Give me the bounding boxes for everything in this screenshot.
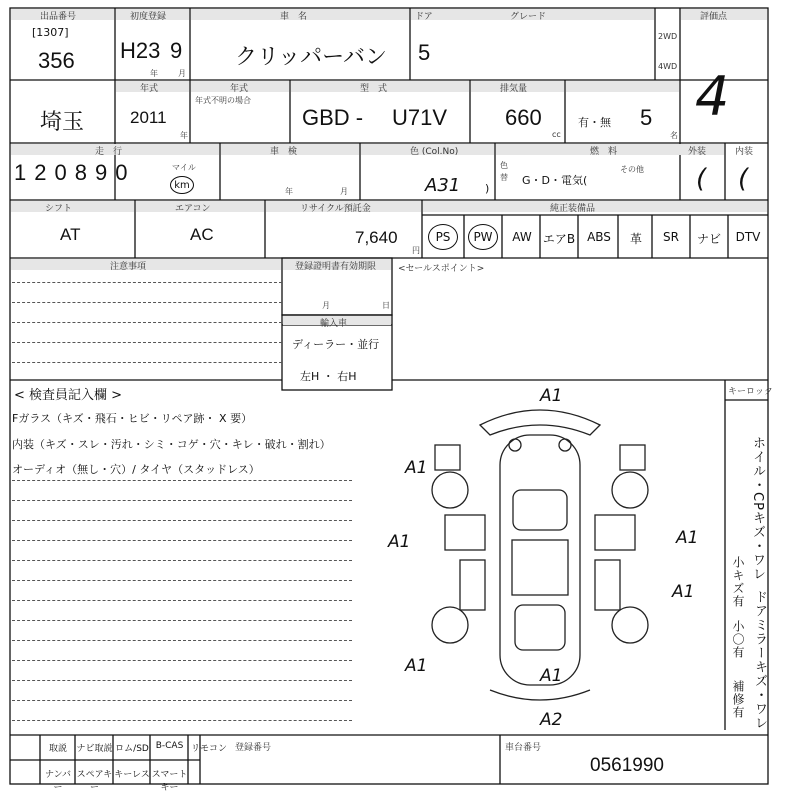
fuel-type: G・D・電気( <box>522 174 588 187</box>
label-shift: シフト <box>45 204 73 214</box>
label-mileage: 走 行 <box>95 147 123 157</box>
label-equipment: 純正装備品 <box>550 204 596 214</box>
displacement: 660 <box>505 105 542 130</box>
model-year-unit: 年 <box>180 131 188 140</box>
damage-mark: A1 <box>388 532 411 552</box>
inspector-line <box>12 640 352 641</box>
seats-unit: 名 <box>670 131 678 140</box>
mileage-digits <box>14 160 128 186</box>
exterior-grade: ( <box>696 164 707 194</box>
color-change: 色替 <box>500 161 508 182</box>
mileage-digit: 1 <box>14 160 27 185</box>
label-car-name: 車 名 <box>280 12 308 22</box>
label-type: 型 式 <box>360 84 388 94</box>
label-keyless: キーロック <box>728 387 773 397</box>
side-note-sub2: 小〇有 <box>731 620 745 659</box>
notes-line <box>12 322 282 323</box>
side-note-sub1: 小キズ有 <box>731 556 745 608</box>
mileage-unit-km: km <box>170 176 194 194</box>
notes-line <box>12 302 282 303</box>
inspector-line <box>12 660 352 661</box>
color-code: A31 <box>425 175 461 196</box>
label-fuel: 燃 料 <box>590 147 618 157</box>
displacement-unit: cc <box>552 130 561 139</box>
footer-cell: ナンバー <box>45 770 71 793</box>
label-recycle: リサイクル預託金 <box>300 204 371 214</box>
footer-cell: リモコン <box>190 744 227 754</box>
inspector-line <box>12 600 352 601</box>
type-code: U71V <box>392 105 448 130</box>
label-first-reg: 初度登録 <box>130 12 167 22</box>
label-color: 色 (Col.No) <box>410 147 459 157</box>
inspector-title: < 検査員記入欄 > <box>14 388 123 403</box>
mileage-digit: 2 <box>34 160 47 185</box>
footer-cell: スペアキー <box>76 770 113 793</box>
drive-4wd: 4WD <box>658 62 678 71</box>
mileage-unit-mile: マイル <box>172 163 196 172</box>
equip-airbag: エアB <box>542 232 576 246</box>
label-grade: グレード <box>510 12 547 22</box>
drive-2wd: 2WD <box>658 32 678 41</box>
inspector-line <box>12 520 352 521</box>
region: 埼玉 <box>40 109 85 134</box>
label-interior: 内装 <box>735 147 754 157</box>
reg-year-unit: 年 <box>150 69 158 78</box>
footer-cell: ナビ取説 <box>76 744 113 754</box>
inspector-line <box>12 540 352 541</box>
inspection-month: 月 <box>340 187 348 196</box>
auction-code: [1307] <box>32 26 69 39</box>
type-prefix: GBD - <box>302 105 364 130</box>
equip-pw: PW <box>468 224 498 250</box>
inspector-line <box>12 480 352 481</box>
recycle-unit: 円 <box>412 246 420 255</box>
label-reg-valid: 登録證明書有効期限 <box>295 262 377 272</box>
label-score: 評価点 <box>700 12 728 22</box>
ac-type: AC <box>190 225 214 244</box>
door-count: 5 <box>418 40 431 65</box>
turbo-label: 有・無 <box>578 116 611 129</box>
equip-sr: SR <box>663 230 679 244</box>
reg-month-unit: 月 <box>178 69 186 78</box>
label-inspection: 車 検 <box>270 147 298 157</box>
footer-cell: スマートキー <box>151 770 188 793</box>
damage-mark: A1 <box>405 458 428 478</box>
notes-line <box>12 282 282 283</box>
side-note-wheel: ホイル・CPキズ・ワレ <box>750 436 765 581</box>
score-value: 4 <box>695 65 730 128</box>
shift-type: AT <box>60 225 81 244</box>
label-reg-no: 登録番号 <box>235 743 272 753</box>
label-notes: 注意事項 <box>110 262 147 272</box>
damage-mark: A1 <box>676 528 699 548</box>
mileage-digit: 0 <box>115 160 128 185</box>
interior-grade: ( <box>738 164 749 194</box>
reg-valid-day: 日 <box>382 301 390 310</box>
mileage-digit: 8 <box>74 160 87 185</box>
recycle-fee: 7,640 <box>355 228 398 247</box>
footer-cell: 取説 <box>48 744 67 754</box>
inspector-line <box>12 680 352 681</box>
seats: 5 <box>640 105 653 130</box>
label-year-type: 年式 <box>230 84 249 94</box>
frame-number: 0561990 <box>590 755 664 776</box>
label-displacement: 排気量 <box>500 84 528 94</box>
damage-mark: A1 <box>540 386 563 406</box>
fuel-other: その他 <box>620 165 644 174</box>
equip-leather: 革 <box>629 232 642 246</box>
equip-dtv: DTV <box>735 230 761 244</box>
reg-month: 9 <box>170 38 183 63</box>
damage-mark: A1 <box>405 656 428 676</box>
inspector-note-glass: Fガラス（キズ・飛石・ヒビ・リペア跡・ X 要） <box>12 412 253 425</box>
label-ac: エアコン <box>175 204 211 214</box>
color-paren: ) <box>485 182 490 195</box>
inspector-line <box>12 620 352 621</box>
notes-line <box>12 342 282 343</box>
inspection-year: 年 <box>285 187 293 196</box>
side-note-mirror: ドアミラーキズ・ワレ <box>752 590 767 730</box>
label-sales-point: <セールスポイント> <box>398 264 485 274</box>
damage-mark: A2 <box>540 710 563 730</box>
label-exterior: 外装 <box>688 147 707 157</box>
inspector-note-interior: 内装（キズ・スレ・汚れ・シミ・コゲ・穴・キレ・破れ・割れ） <box>12 438 331 451</box>
inspector-line <box>12 560 352 561</box>
inspector-note-audio: オーディオ（無し・穴）/ タイヤ（スタッドレス） <box>12 463 260 476</box>
lot-number: 356 <box>38 48 75 73</box>
note-small: 年式不明の場合 <box>195 96 251 105</box>
inspector-line <box>12 720 352 721</box>
reg-era: H23 <box>120 38 161 63</box>
equip-navi: ナビ <box>696 232 721 246</box>
dealer-type: ディーラー・並行 <box>292 338 380 351</box>
car-name: クリッパーバン <box>235 44 388 69</box>
damage-mark: A1 <box>540 666 563 686</box>
notes-line <box>12 362 282 363</box>
model-year: 2011 <box>130 108 167 127</box>
label-import: 輸入車 <box>320 319 348 329</box>
mileage-digit: 0 <box>54 160 67 185</box>
reg-valid-month: 月 <box>322 301 330 310</box>
equip-abs: ABS <box>587 230 611 244</box>
inspector-line <box>12 580 352 581</box>
equip-ps: PS <box>428 224 458 250</box>
equip-aw: AW <box>512 230 532 244</box>
label-lot-no: 出品番号 <box>40 12 77 22</box>
footer-cell: キーレス <box>114 770 150 780</box>
footer-cell: B-CAS <box>155 741 184 751</box>
damage-mark: A1 <box>672 582 695 602</box>
mileage-digit: 9 <box>95 160 108 185</box>
label-door: ドア <box>415 12 433 22</box>
side-note-sub3: 補修有 <box>731 680 745 719</box>
steering-side: 左H ・ 右H <box>300 370 357 383</box>
label-frame-no: 車台番号 <box>505 743 542 753</box>
footer-cell: ロム/SD <box>115 744 149 754</box>
inspector-line <box>12 500 352 501</box>
label-model-year: 年式 <box>140 84 159 94</box>
inspector-line <box>12 700 352 701</box>
